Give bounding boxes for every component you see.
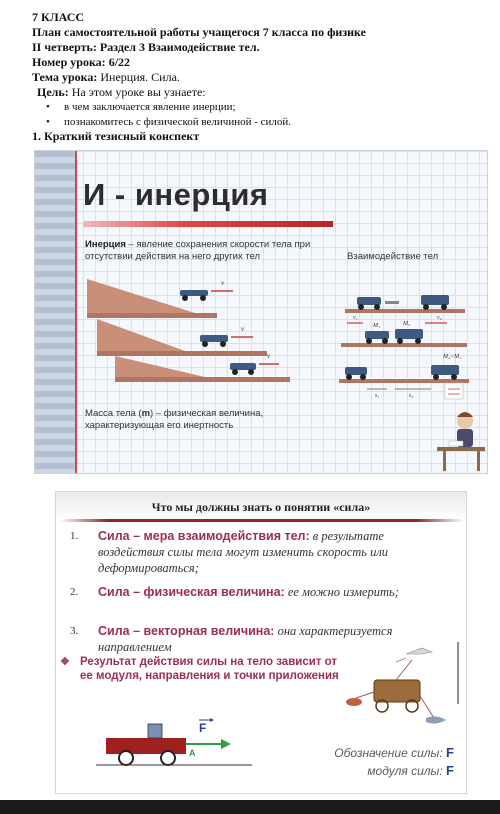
distance1-label: s₁ [375, 393, 380, 399]
ramp-medium [97, 319, 267, 356]
goal-list [32, 100, 482, 129]
bottom-bar [0, 800, 500, 814]
lesson-header [32, 10, 482, 144]
point-highlight: Сила – векторная величина: [98, 624, 275, 638]
mass-compare-label: M₂<M₁ [443, 354, 462, 360]
mass1-label: M₁ [373, 323, 381, 329]
goal-row [32, 85, 482, 100]
mass-symbol: m [141, 408, 151, 419]
quarter-label: II четверть: Раздел 3 Взаимодействие тел. [32, 40, 260, 54]
point-highlight: Сила – мера взаимодействия тел: [98, 529, 310, 543]
cart-diagram [96, 718, 252, 765]
velocity-label: v [241, 325, 245, 333]
notation-line2: модуля силы: [367, 764, 443, 778]
point-label: A [189, 748, 196, 758]
velocity-label: v [267, 352, 271, 360]
goal-label: Цель: [37, 85, 69, 99]
ramp-low [115, 352, 290, 382]
topic-row [32, 70, 482, 85]
diamond-bullet-icon: ❖ [60, 656, 70, 668]
velocity1-label: v₁ [353, 315, 358, 321]
point-text: ее можно измерить; [284, 585, 399, 599]
point-number: 3. [70, 625, 79, 637]
topic-label: Тема урока: [32, 70, 98, 84]
force-label: F [199, 721, 207, 735]
force-slide [55, 491, 467, 794]
force-notation [334, 744, 454, 780]
goal-value: На этом уроке вы узнаете: [71, 85, 206, 99]
interaction-row-3 [339, 354, 469, 399]
plan-title: План самостоятельной работы учащегося 7 класса по физике [32, 25, 366, 39]
student-illustration [437, 412, 485, 471]
notation-line1: Обозначение силы: [334, 746, 443, 760]
force-vector-symbol: F [446, 745, 454, 760]
point-number: 2. [70, 586, 79, 598]
grade-label: 7 КЛАСС [32, 10, 85, 24]
inertia-slide [34, 150, 488, 474]
inertia-title: И - инерция [83, 177, 269, 212]
interaction-label: Взаимодействие тел [347, 251, 439, 262]
interaction-row-2 [341, 315, 467, 347]
inertia-illustrations [35, 151, 488, 474]
lesson-number-label: Номер урока: [32, 55, 106, 69]
ramp-steep [87, 279, 233, 318]
topic-value: Инерция. Сила. [100, 70, 180, 84]
lesson-number-row [32, 55, 482, 70]
interaction-row-1 [345, 295, 465, 313]
mass2-label: M₂ [403, 321, 411, 327]
point-text: она характеризуется направлением [98, 624, 393, 654]
section-heading: 1. Краткий тезисный конспект [32, 129, 200, 143]
point-number: 1. [70, 530, 79, 542]
swan-crab-pike-illustration [346, 648, 446, 724]
goal-item: • в чем заключается явление инерции; [64, 100, 482, 115]
result-text: Результат действия силы на тело зависит от ее модуля, направления и точки приложения [80, 656, 339, 682]
lesson-number: 6/22 [108, 55, 131, 69]
definition-text: – явление сохранения скорости тела при отсутствии действия на него других тел [85, 239, 311, 262]
point-highlight: Сила – физическая величина: [98, 585, 285, 599]
distance2-label: s₂ [409, 393, 414, 399]
definition-term: Инерция [85, 239, 126, 250]
point-text: в результате воздействия силы тела могут изменить скорость или деформироваться; [98, 529, 389, 575]
force-modulus-symbol: F [446, 763, 454, 778]
velocity-label: v [221, 279, 225, 287]
goal-item: • познакомитесь с физической величиной - силой. [64, 115, 482, 130]
force-slide-title: Что мы должны знать о понятии «сила» [151, 500, 371, 514]
mass-prefix: Масса тела ( [85, 408, 142, 419]
mass-suffix: ) – физическая величина, характеризующая его инертность [85, 408, 264, 431]
velocity2-label: v₂ [437, 315, 442, 321]
